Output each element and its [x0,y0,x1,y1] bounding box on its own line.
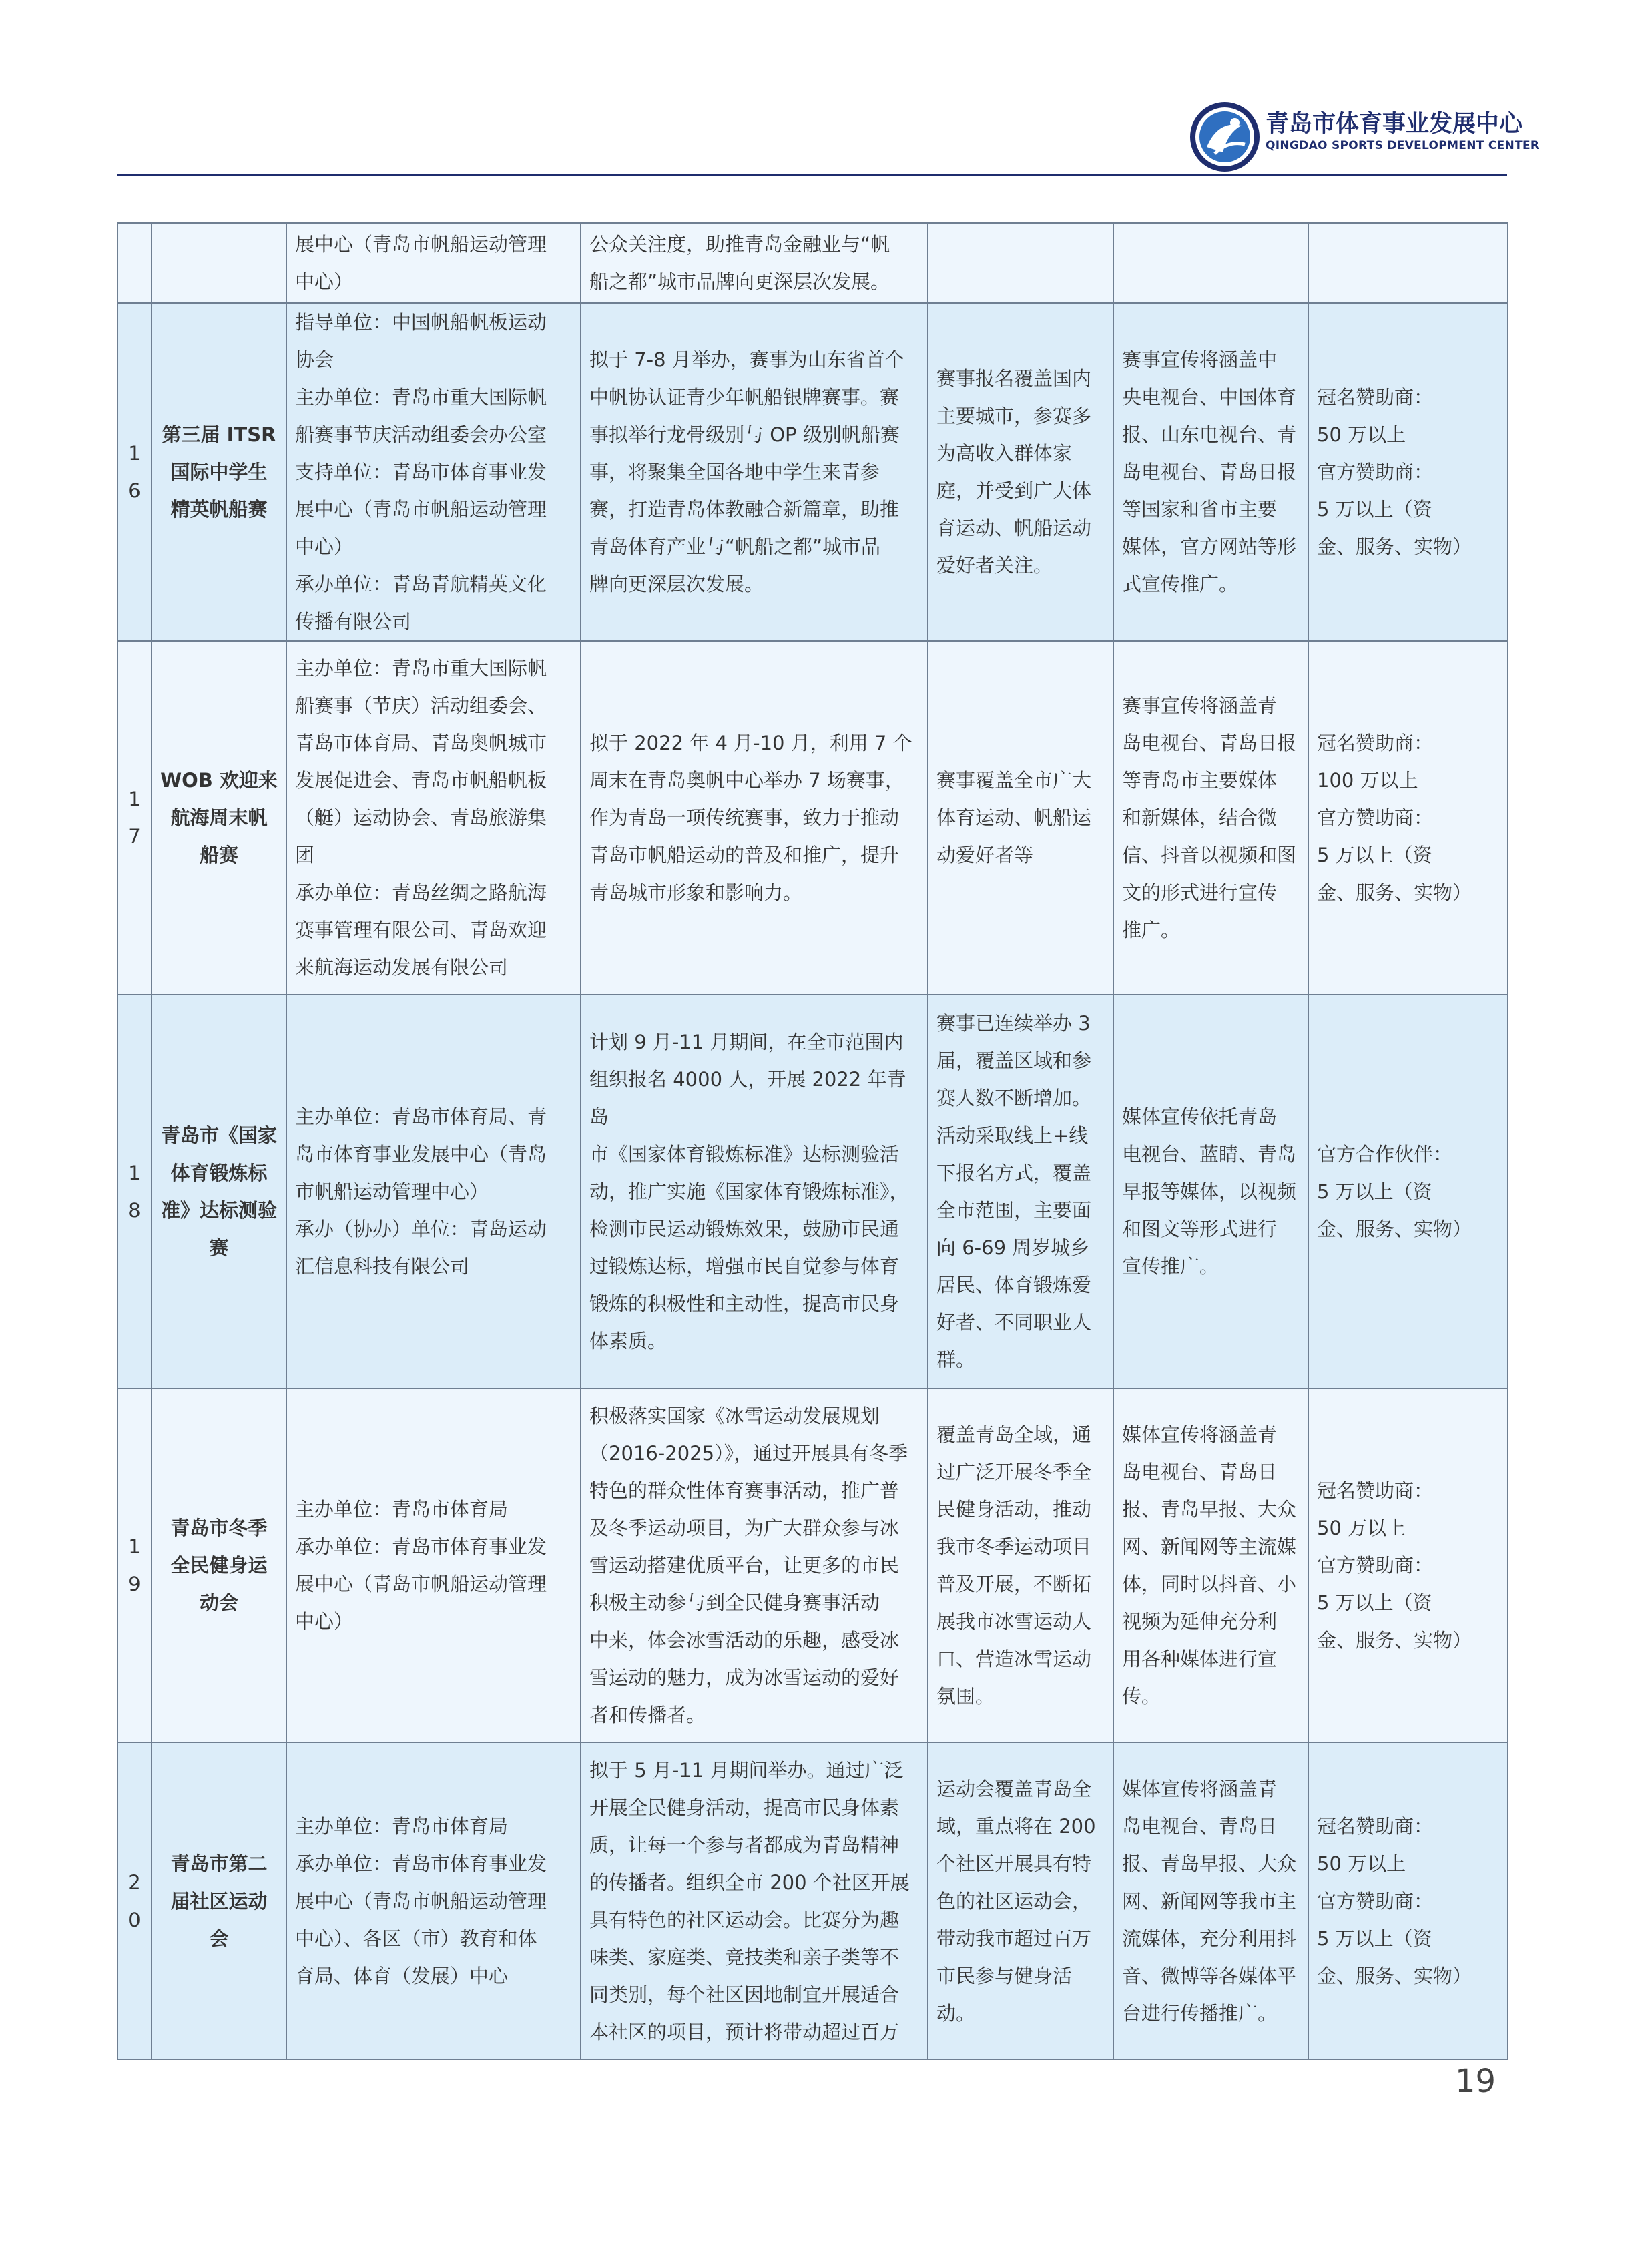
description-line: 开展全民健身活动，提高市民身体素 [589,1796,900,1819]
description-line: 检测市民运动锻炼效果，鼓励市民通 [589,1218,900,1240]
events-table [117,222,1508,2060]
sponsorship-line: 金、服务、实物） [1317,1629,1472,1652]
event-name-line: 国际中学生 [170,461,268,483]
organizers-line: 汇信息科技有限公司 [295,1255,470,1278]
sponsorship-line: 官方赞助商： [1317,806,1434,829]
description-line: 市《国家体育锻炼标准》达标测验活 [589,1143,900,1166]
publicity-line: 岛电视台、青岛日报 [1122,732,1297,754]
sponsorship-line: 5 万以上（资 [1317,1927,1432,1950]
sponsorship-line: 金、服务、实物） [1317,881,1472,904]
organizers-line: 展中心（青岛市帆船运动管理 [295,233,547,256]
coverage-line: 主要城市，参赛多 [936,405,1092,427]
coverage-line: 好者、不同职业人 [936,1311,1092,1334]
organizers-line: 中心） [295,270,354,293]
coverage-line: 我市冬季运动项目 [936,1535,1092,1558]
event-name-line: 船赛 [199,844,238,866]
row-number: 17 [128,788,141,848]
event-name-line: 届社区运动 [170,1889,268,1913]
organizers-cell [286,995,581,1389]
sponsorship-line: 金、服务、实物） [1317,1218,1472,1240]
coverage-cell [928,1742,1113,2059]
coverage-line: 域，重点将在 200 [936,1814,1096,1838]
row-number-cell [117,641,152,995]
organizers-line: 中心）、各区（市）教育和体 [295,1927,537,1950]
publicity-cell [1113,1742,1308,2059]
organizers-line: 中心） [295,535,354,558]
description-line: 体素质。 [589,1330,667,1352]
coverage-line: 体育运动、帆船运 [936,806,1092,829]
event-name-line: 青岛市《国家 [160,1124,277,1147]
row-number-cell [117,1389,152,1742]
organizers-cell [286,1389,581,1742]
event-name-line: 赛 [209,1236,229,1259]
coverage-line: 赛事覆盖全市广大 [936,769,1092,792]
sponsorship-line: 官方赞助商： [1317,1889,1434,1913]
publicity-line: 网、新闻网等我市主 [1122,1889,1297,1913]
publicity-line: 赛事宣传将涵盖中 [1122,348,1278,371]
event-name-line: 第三届 ITSR [162,423,276,446]
publicity-line: 信、抖音以视频和图 [1122,844,1297,866]
sponsorship-cell [1308,223,1508,303]
description-line: 特色的群众性体育赛事活动，推广普 [589,1479,900,1502]
sponsorship-line: 5 万以上（资 [1317,844,1432,866]
sponsorship-line: 冠名赞助商： [1317,1479,1434,1502]
row-number: 18 [128,1162,141,1222]
event-name-line: 青岛市冬季 [170,1517,268,1539]
publicity-line: 岛电视台、青岛日 [1122,1461,1278,1483]
description-line: 锻炼的积极性和主动性，提高市民身 [589,1292,900,1315]
sponsorship-line: 金、服务、实物） [1317,535,1472,558]
publicity-line: 报、青岛早报、大众 [1122,1498,1297,1521]
publicity-line: 媒体宣传将涵盖青 [1122,1777,1278,1800]
row-number: 19 [128,1535,141,1595]
organizers-cell [286,303,581,641]
publicity-line: 央电视台、中国体育 [1122,386,1297,409]
table-row [117,1742,1508,2059]
page-number: 19 [1455,2063,1496,2100]
sponsorship-cell [1308,1742,1508,2059]
sponsorship-line: 冠名赞助商： [1317,1814,1434,1838]
organizers-line: 指导单位：中国帆船帆板运动 [295,311,547,334]
description-line: 赛，打造青岛体教融合新篇章，助推 [589,498,900,521]
organizers-line: 市帆船运动管理中心） [295,1180,489,1203]
description-line: 味类、家庭类、竞技类和亲子类等不 [589,1945,900,1969]
description-line: 雪运动搭建优质平台，让更多的市民 [589,1554,900,1577]
sponsorship-cell [1308,1389,1508,1742]
event-name-line: 航海周末帆 [170,806,268,829]
publicity-line: 媒体宣传将涵盖青 [1122,1423,1278,1446]
description-line: 动，推广实施《国家体育锻炼标准》， [589,1180,909,1203]
row-number-cell [117,303,152,641]
sponsorship-cell [1308,641,1508,995]
event-name-cell [152,1742,286,2059]
coverage-line: 动爱好者等 [936,844,1034,866]
description-line: 牌向更深层次发展。 [589,573,764,595]
organizers-cell [286,641,581,995]
description-line: 船之都”城市品牌向更深层次发展。 [589,270,890,293]
coverage-line: 赛人数不断增加。 [936,1087,1092,1109]
organizers-line: 展中心（青岛市帆船运动管理 [295,498,547,521]
event-name-line: WOB 欢迎来 [160,769,278,792]
coverage-line: 市民参与健身活 [936,1964,1073,1987]
event-name-cell [152,303,286,641]
table-row-continuation [117,223,1508,303]
row-number: 16 [128,442,141,502]
coverage-line: 氛围。 [936,1685,995,1708]
organizers-line: 来航海运动发展有限公司 [295,956,509,979]
description-line: 公众关注度，助推青岛金融业与“帆 [589,233,890,256]
publicity-line: 报、山东电视台、青 [1122,423,1297,446]
description-cell [581,995,928,1389]
table-row [117,641,1508,995]
description-line: 者和传播者。 [589,1704,706,1726]
sponsorship-line: 50 万以上 [1317,423,1406,446]
sponsorship-line: 50 万以上 [1317,1517,1406,1539]
coverage-line: 向 6-69 周岁城乡 [936,1236,1090,1259]
event-name-cell [152,995,286,1389]
publicity-line: 和图文等形式进行 [1122,1218,1278,1240]
organizers-cell [286,1742,581,2059]
description-line: 及冬季运动项目，为广大群众参与冰 [589,1517,900,1539]
table-row [117,995,1508,1389]
publicity-line: 岛电视台、青岛日 [1122,1814,1278,1838]
coverage-line: 爱好者关注。 [936,554,1053,577]
organizers-line: 青岛市体育局、青岛奥帆城市 [295,732,547,754]
description-line: 青岛体育产业与“帆船之都”城市品 [589,535,881,558]
description-line: 质，让每一个参与者都成为青岛精神 [589,1833,900,1856]
coverage-cell [928,641,1113,995]
coverage-line: 为高收入群体家 [936,442,1073,465]
organizers-line: 承办（协办）单位：青岛运动 [295,1218,547,1240]
description-line: 雪运动的魅力，成为冰雪运动的爱好 [589,1666,900,1689]
publicity-line: 网、新闻网等主流媒 [1122,1535,1297,1558]
coverage-line: 育运动、帆船运动 [936,517,1092,539]
organizers-line: 发展促进会、青岛市帆船帆板 [295,769,547,792]
coverage-line: 民健身活动，推动 [936,1498,1092,1521]
coverage-line: 动。 [936,2001,976,2025]
sponsorship-line: 5 万以上（资 [1317,1180,1432,1203]
publicity-line: 和新媒体，结合微 [1122,806,1278,829]
description-line: 积极落实国家《冰雪运动发展规划 [589,1405,880,1427]
organizers-line: 支持单位：青岛市体育事业发 [295,461,547,483]
event-name-line: 青岛市第二 [170,1852,268,1875]
publicity-line: 报、青岛早报、大众 [1122,1852,1297,1875]
coverage-line: 带动我市超过百万 [936,1927,1092,1950]
publicity-cell [1113,995,1308,1389]
event-name-line: 会 [209,1927,229,1950]
description-line: 拟于 2022 年 4 月-10 月，利用 7 个 [589,732,912,754]
publicity-line: 用各种媒体进行宣 [1122,1648,1278,1670]
event-name-line: 精英帆船赛 [170,498,268,521]
description-line: 具有特色的社区运动会。比赛分为趣 [589,1908,900,1931]
description-line: 本社区的项目，预计将带动超过百万 [589,2020,900,2043]
sponsorship-line: 官方赞助商： [1317,1554,1434,1577]
coverage-line: 群。 [936,1348,976,1371]
publicity-line: 媒体，官方网站等形 [1122,535,1297,558]
description-line: 同类别，每个社区因地制宜开展适合 [589,1983,900,2006]
description-cell [581,1742,928,2059]
organizers-line: 主办单位：青岛市体育局 [295,1498,509,1521]
sponsorship-line: 冠名赞助商： [1317,386,1434,409]
publicity-line: 体，同时以抖音、小 [1122,1573,1297,1595]
description-line: 中帆协认证青少年帆船银牌赛事。赛 [589,386,900,409]
publicity-line: 早报等媒体，以视频 [1122,1180,1297,1203]
description-line: 事，将聚集全国各地中学生来青参 [589,461,880,483]
organizers-line: 船赛事节庆活动组委会办公室 [295,423,547,446]
publicity-line: 音、微博等各媒体平 [1122,1964,1297,1987]
description-line: 的传播者。组织全市 200 个社区开展 [589,1870,910,1894]
publicity-cell [1113,303,1308,641]
coverage-line: 覆盖青岛全域，通 [936,1423,1092,1446]
coverage-line: 届，覆盖区域和参 [936,1049,1092,1072]
coverage-line: 全市范围，主要面 [936,1199,1092,1222]
coverage-line: 展我市冰雪运动人 [936,1610,1092,1633]
organizers-line: 传播有限公司 [295,610,412,633]
table-row [117,1389,1508,1742]
sponsorship-line: 100 万以上 [1317,769,1418,792]
coverage-cell [928,995,1113,1389]
description-line: 组织报名 4000 人，开展 2022 年青岛 [589,1068,906,1128]
publicity-line: 视频为延伸充分利 [1122,1610,1278,1633]
publicity-line: 媒体宣传依托青岛 [1122,1105,1278,1128]
publicity-line: 传。 [1122,1685,1161,1708]
row-number: 20 [128,1870,141,1931]
description-cell [581,641,928,995]
description-line: 作为青岛一项传统赛事，致力于推动 [589,806,900,829]
publicity-cell [1113,641,1308,995]
organizers-line: 承办单位：青岛青航精英文化 [295,573,547,595]
coverage-line: 赛事报名覆盖国内 [936,367,1092,390]
description-cell [581,223,928,303]
sponsorship-line: 官方合作伙伴： [1317,1143,1453,1166]
publicity-line: 式宣传推广。 [1122,573,1239,595]
table-row [117,303,1508,641]
description-line: 中来，体会冰雪活动的乐趣，感受冰 [589,1629,900,1652]
description-line: 拟于 5 月-11 月期间举办。通过广泛 [589,1758,904,1782]
description-line: 周末在青岛奥帆中心举办 7 场赛事， [589,769,904,792]
coverage-cell [928,303,1113,641]
description-line: 过锻炼达标，增强市民自觉参与体育 [589,1255,900,1278]
header-divider [117,174,1507,176]
description-line: 事拟举行龙骨级别与 OP 级别帆船赛 [589,423,900,446]
sponsorship-cell [1308,303,1508,641]
publicity-line: 宣传推广。 [1122,1255,1219,1278]
organizers-line: 主办单位：青岛市体育局、青 [295,1105,547,1128]
publicity-line: 台进行传播推广。 [1122,2001,1278,2025]
coverage-line: 居民、体育锻炼爱 [936,1274,1092,1296]
event-name-line: 动会 [199,1591,238,1614]
publicity-line: 等国家和省市主要 [1122,498,1278,521]
event-name-cell [152,223,286,303]
row-number-cell [117,223,152,303]
organizers-line: 承办单位：青岛市体育事业发 [295,1535,547,1558]
coverage-line: 庭，并受到广大体 [936,479,1092,502]
organizers-line: 主办单位：青岛市重大国际帆 [295,386,547,409]
coverage-line: 色的社区运动会， [936,1889,1092,1913]
coverage-line: 活动采取线上+线 [936,1124,1089,1147]
sponsorship-cell [1308,995,1508,1389]
description-line: 青岛市帆船运动的普及和推广，提升 [589,844,900,866]
description-line: 积极主动参与到全民健身赛事活动 [589,1591,880,1614]
row-number-cell [117,1742,152,2059]
publicity-line: 岛电视台、青岛日报 [1122,461,1297,483]
coverage-line: 个社区开展具有特 [936,1852,1092,1875]
organization-title: 青岛市体育事业发展中心 [1266,111,1523,138]
event-name-cell [152,1389,286,1742]
organizers-line: 船赛事（节庆）活动组委会、 [295,694,547,717]
organizers-line: 承办单位：青岛丝绸之路航海 [295,881,547,904]
organizers-line: 育局、体育（发展）中心 [295,1964,509,1987]
row-number-cell [117,995,152,1389]
publicity-line: 赛事宣传将涵盖青 [1122,694,1278,717]
organizers-line: 赛事管理有限公司、青岛欢迎 [295,919,547,941]
qingdao-sports-logo-icon [1188,100,1262,174]
publicity-line: 流媒体，充分利用抖 [1122,1927,1297,1950]
coverage-line: 赛事已连续举办 3 [936,1012,1091,1035]
organizers-line: 岛市体育事业发展中心（青岛 [295,1143,547,1166]
coverage-line: 下报名方式，覆盖 [936,1162,1092,1184]
organizers-line: 承办单位：青岛市体育事业发 [295,1852,547,1875]
event-name-line: 全民健身运 [170,1554,268,1577]
organizers-line: 展中心（青岛市帆船运动管理 [295,1889,547,1913]
event-name-line: 准》达标测验 [160,1199,277,1222]
coverage-cell [928,1389,1113,1742]
sponsorship-line: 50 万以上 [1317,1852,1406,1875]
organizers-line: 协会 [295,348,334,371]
publicity-line: 文的形式进行宣传 [1122,881,1278,904]
publicity-line: 推广。 [1122,919,1181,941]
description-line: 拟于 7-8 月举办，赛事为山东省首个 [589,348,904,371]
organizers-line: （艇）运动协会、青岛旅游集 [295,806,547,829]
description-line: 青岛城市形象和影响力。 [589,881,803,904]
sponsorship-line: 官方赞助商： [1317,461,1434,483]
organizers-line: 主办单位：青岛市重大国际帆 [295,657,547,680]
sponsorship-line: 5 万以上（资 [1317,498,1432,521]
coverage-line: 过广泛开展冬季全 [936,1461,1092,1483]
organizers-line: 团 [295,844,315,866]
publicity-line: 电视台、蓝睛、青岛 [1122,1143,1297,1166]
description-line: （2016-2025）》，通过开展具有冬季 [589,1442,908,1465]
publicity-cell [1113,223,1308,303]
publicity-line: 等青岛市主要媒体 [1122,769,1278,792]
event-name-line: 体育锻炼标 [170,1162,268,1184]
organizers-line: 展中心（青岛市帆船运动管理 [295,1573,547,1595]
sponsorship-line: 5 万以上（资 [1317,1591,1432,1614]
coverage-line: 口、营造冰雪运动 [936,1648,1092,1670]
coverage-line: 运动会覆盖青岛全 [936,1777,1092,1800]
description-cell [581,1389,928,1742]
coverage-line: 普及开展，不断拓 [936,1573,1092,1595]
organization-subtitle: QINGDAO SPORTS DEVELOPMENT CENTER [1266,139,1540,152]
organizers-line: 中心） [295,1610,354,1633]
description-cell [581,303,928,641]
sponsorship-line: 金、服务、实物） [1317,1964,1472,1987]
coverage-cell [928,223,1113,303]
organizers-line: 主办单位：青岛市体育局 [295,1814,509,1838]
publicity-cell [1113,1389,1308,1742]
description-line: 计划 9 月-11 月期间，在全市范围内 [589,1031,904,1053]
sponsorship-line: 冠名赞助商： [1317,732,1434,754]
organizers-cell [286,223,581,303]
event-name-cell [152,641,286,995]
